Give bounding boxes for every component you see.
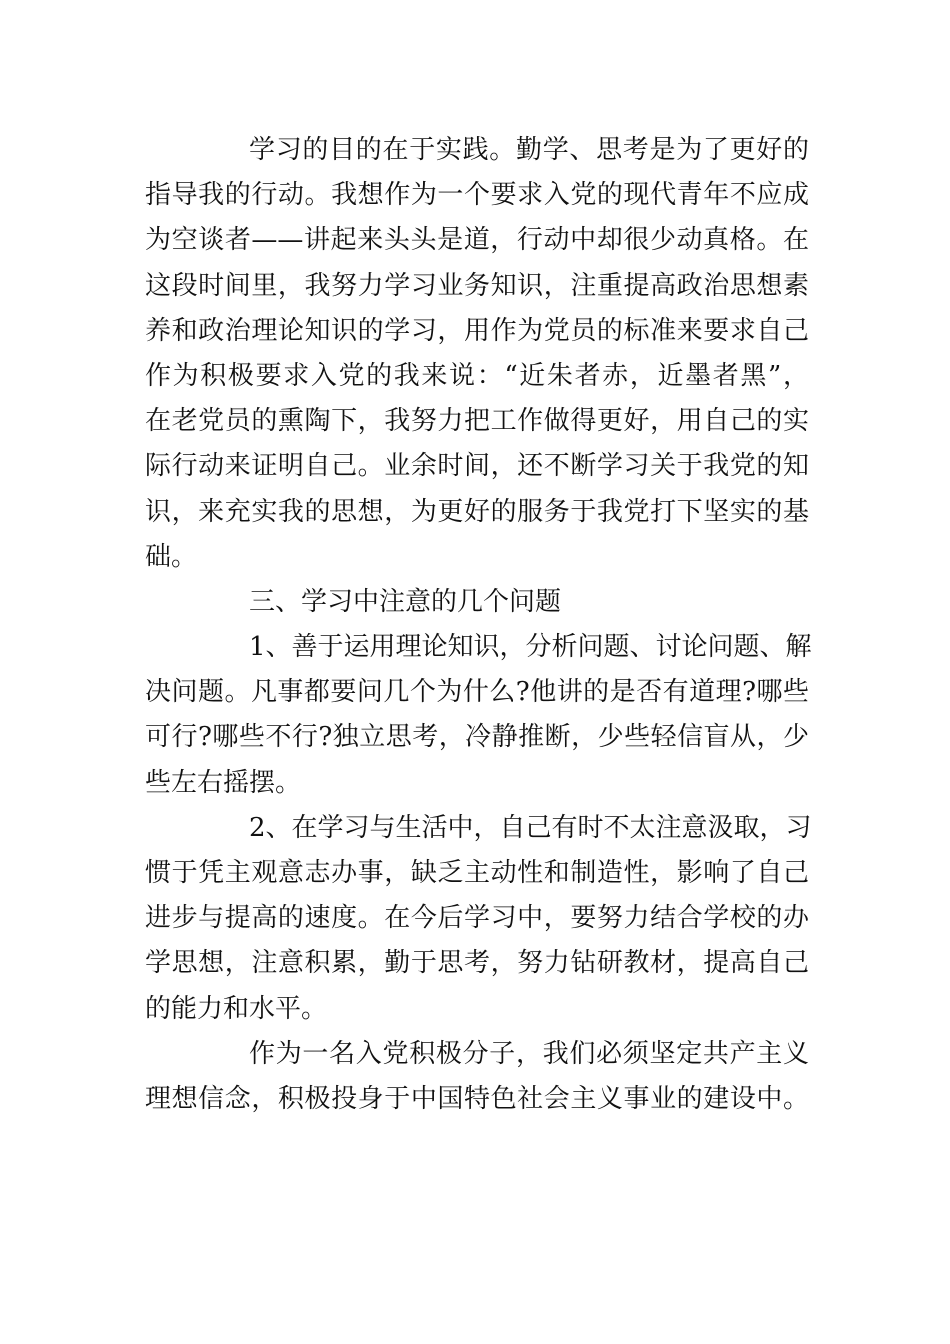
paragraph-line: 在老党员的熏陶下，我努力把工作做得更好，用自己的实 (145, 406, 809, 437)
paragraph-line: 理想信念，积极投身于中国特色社会主义事业的建设中。 (145, 1083, 809, 1114)
paragraph-line: 惯于凭主观意志办事，缺乏主动性和制造性，影响了自己 (145, 858, 809, 888)
paragraph-line: 际行动来证明自己。业余时间，还不断学习关于我党的知 (145, 451, 809, 482)
paragraph-line: 学思想，注意积累，勤于思考，努力钻研教材，提高自己 (145, 948, 809, 979)
paragraph-line: 为空谈者——讲起来头头是道，行动中却很少动真格。在 (145, 225, 809, 256)
paragraph-line: 指导我的行动。我想作为一个要求入党的现代青年不应成 (145, 180, 809, 211)
paragraph-line: 作为积极要求入党的我来说：“近朱者赤，近墨者黑”， (145, 360, 809, 391)
paragraph-line: 决问题。凡事都要问几个为什么?他讲的是否有道理?哪些 (145, 677, 809, 708)
document-body (145, 128, 812, 1122)
paragraph-line: 作为一名入党积极分子，我们必须坚定共产主义 (249, 1038, 809, 1069)
paragraph-line: 进步与提高的速度。在今后学习中，要努力结合学校的办 (145, 903, 809, 934)
paragraph-line: 学习的目的在于实践。勤学、思考是为了更好的 (249, 135, 809, 165)
paragraph-line: 2、在学习与生活中，自己有时不太注意汲取，习 (249, 812, 812, 843)
paragraph-line: 这段时间里，我努力学习业务知识，注重提高政治思想素 (145, 270, 809, 301)
paragraph-line: 1、善于运用理论知识，分析问题、讨论问题、解 (249, 632, 812, 663)
section-heading: 三、学习中注意的几个问题 (249, 586, 562, 617)
paragraph-line: 础。 (145, 541, 198, 572)
paragraph-line: 些左右摇摆。 (145, 767, 302, 798)
paragraph-line: 识，来充实我的思想，为更好的服务于我党打下坚实的基 (145, 496, 809, 527)
paragraph-line: 养和政治理论知识的学习，用作为党员的标准来要求自己 (145, 315, 809, 346)
paragraph-line: 可行?哪些不行?独立思考，冷静推断，少些轻信盲从，少 (145, 722, 809, 753)
paragraph-line: 的能力和水平。 (145, 993, 328, 1024)
